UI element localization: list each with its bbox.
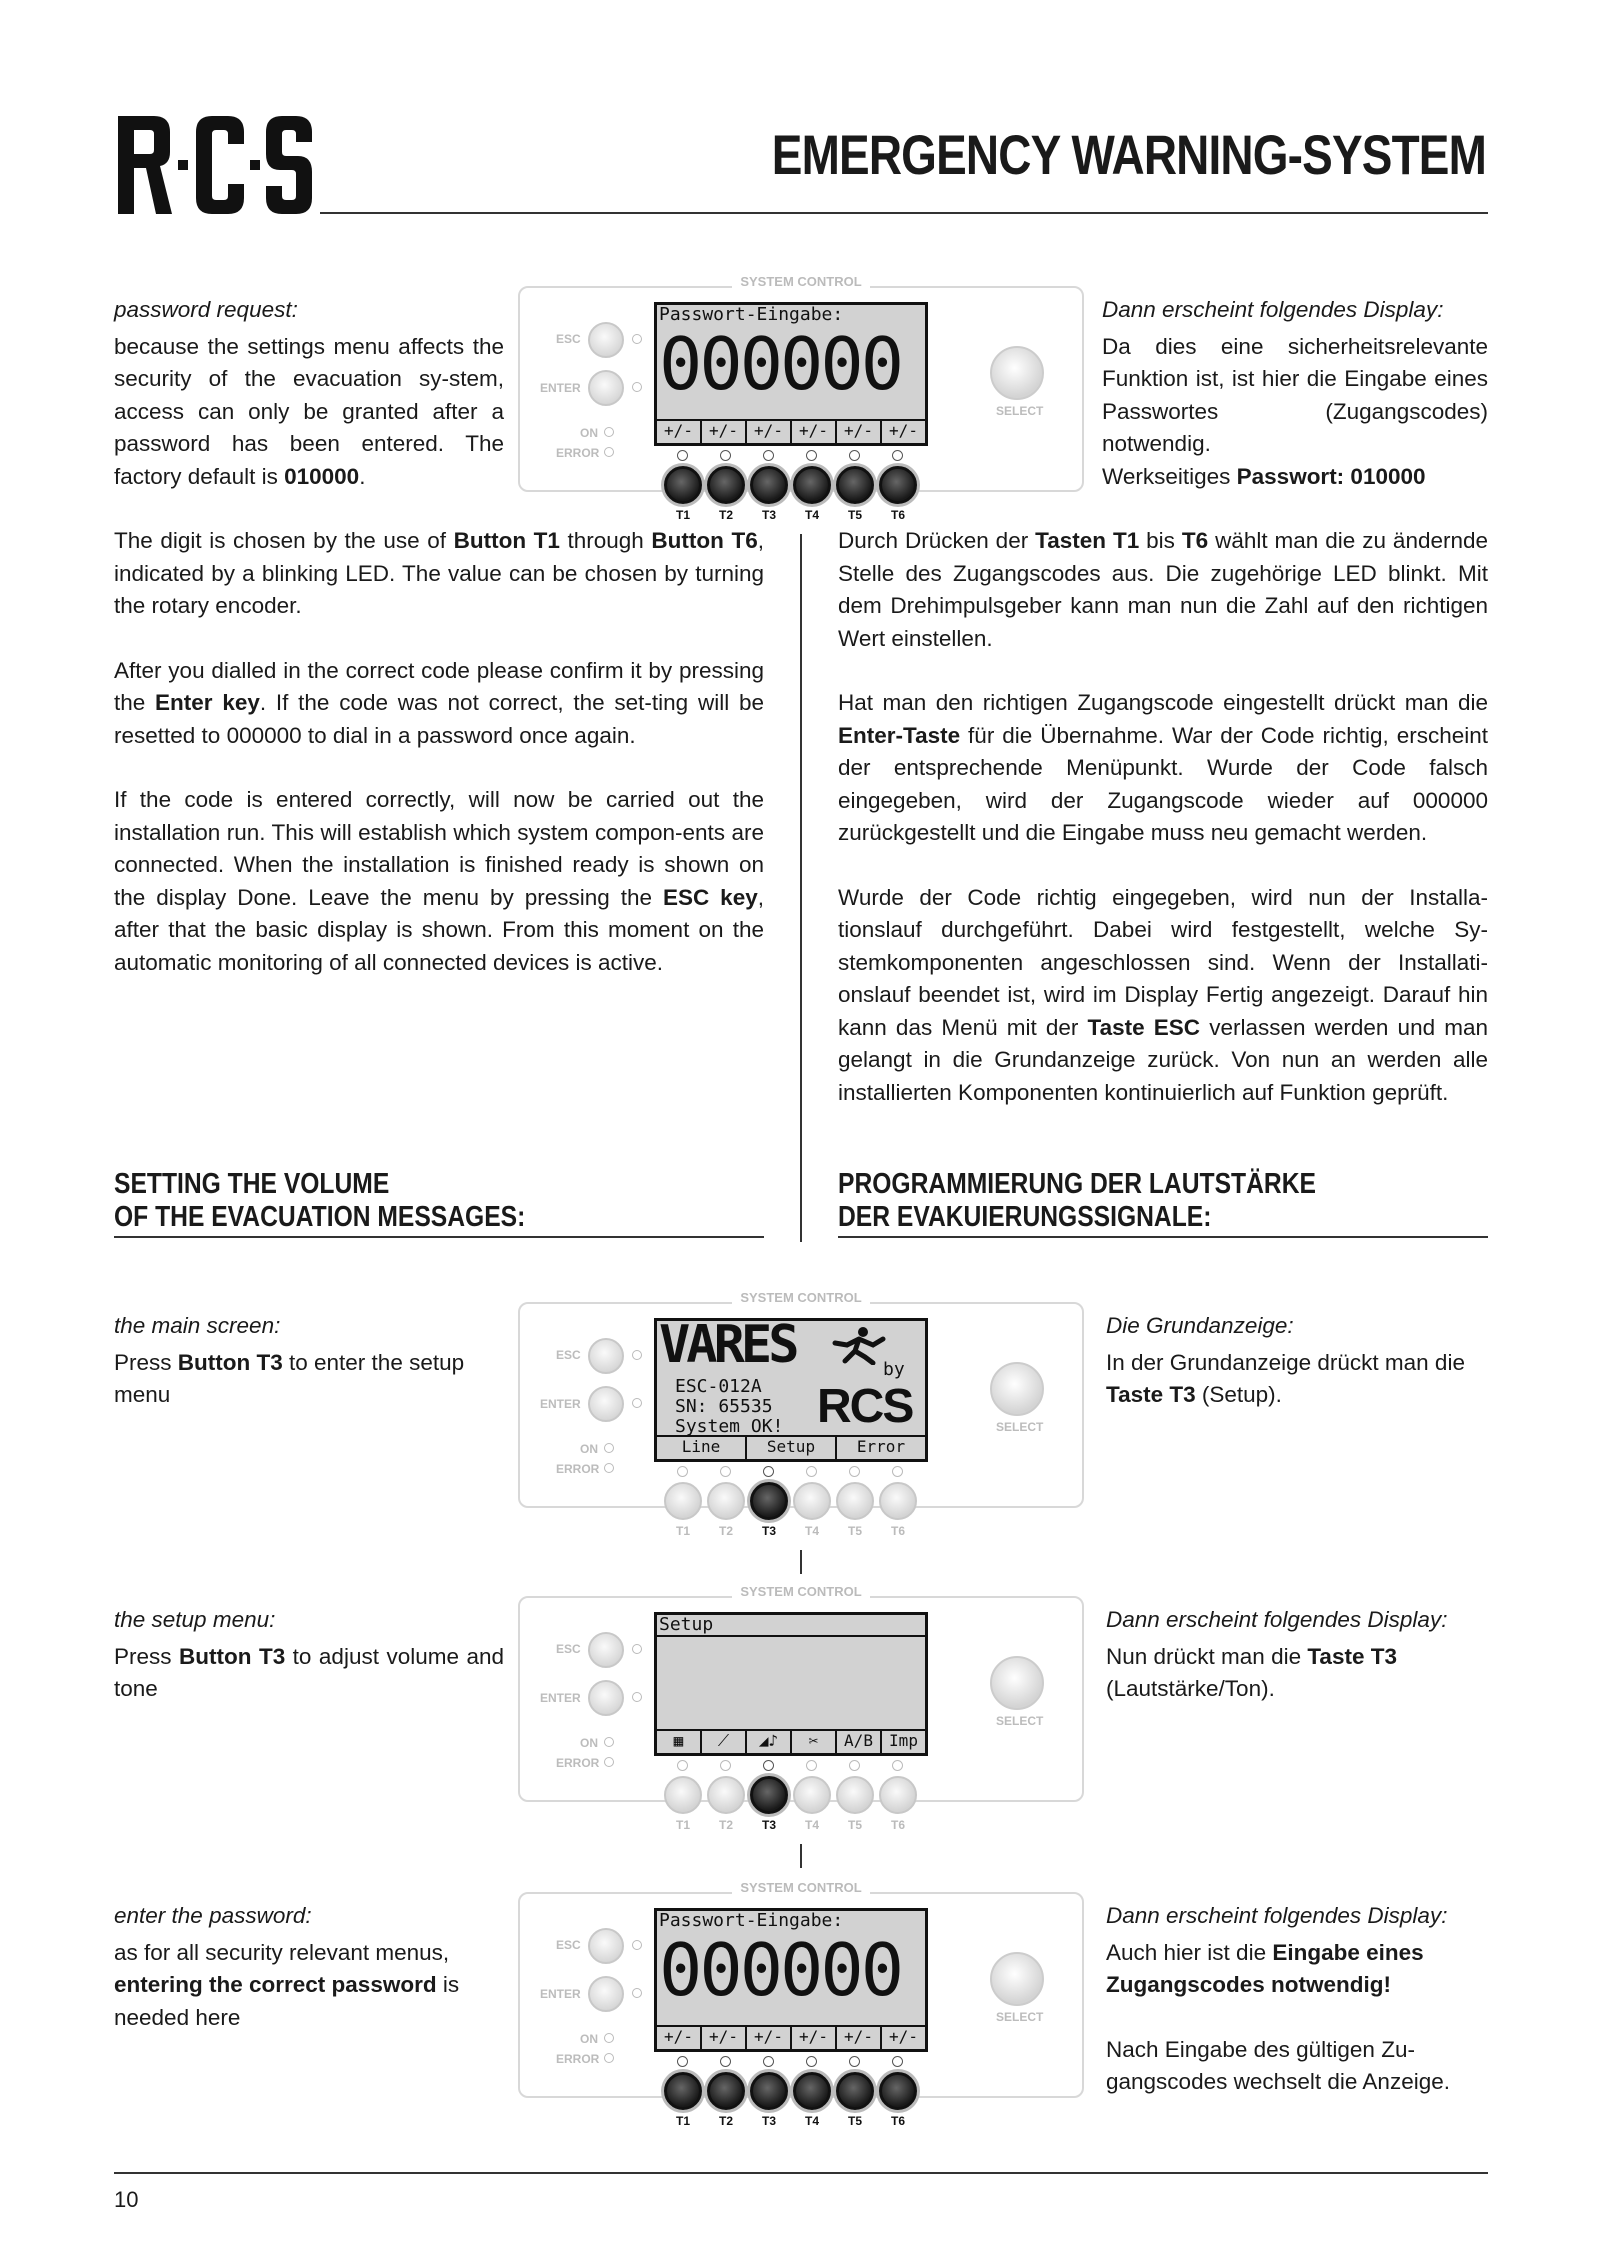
enter-button[interactable] <box>588 1976 624 2012</box>
softkey-volume-icon: ◢♪ <box>747 1731 792 1753</box>
t1-button[interactable] <box>664 1776 702 1814</box>
esc-button[interactable] <box>588 1632 624 1668</box>
section-rule-de <box>838 1236 1488 1238</box>
t5-button[interactable] <box>836 2072 874 2110</box>
lcd-display <box>654 302 928 446</box>
t6-button[interactable] <box>879 466 917 504</box>
caption: the main screen: <box>114 1313 281 1338</box>
lcd-header: Passwort-Eingabe: <box>659 1910 844 1931</box>
t2-label: T2 <box>718 508 733 522</box>
t2-button[interactable] <box>707 1482 745 1520</box>
softkey-imp: Imp <box>889 1731 918 1750</box>
esc-button[interactable] <box>588 322 624 358</box>
caption: Dann erscheint folgendes Display: <box>1102 297 1444 322</box>
left-column-text <box>114 525 764 979</box>
t5-button[interactable] <box>836 466 874 504</box>
softkey-setup: Setup <box>747 1437 837 1459</box>
t1-button[interactable] <box>664 2072 702 2110</box>
caption: Dann erscheint folgendes Display: <box>1106 1903 1448 1928</box>
block1-right <box>1102 294 1488 493</box>
paragraph: Hat man den richtigen Zugangscode eingestellt drückt man die Enter-Taste für die Übernahme. War der Code richtig, erscheint der entsprechende Menüpunkt. Wurde der Code falsch eingegeben, wird der Zugangscode wieder auf 000000 zurückgestellt und die Eingabe muss neu gemacht werden. <box>838 690 1488 845</box>
t6-button[interactable] <box>879 2072 917 2110</box>
section-heading-en: SETTING THE VOLUME OF THE EVACUATION MESSAGES: <box>114 1168 526 1233</box>
block3-left <box>114 1604 504 1706</box>
lcd-softkeys <box>657 419 925 443</box>
softkey-5: +/- <box>837 421 882 443</box>
rcs-logo <box>114 112 314 218</box>
lcd-password-value: 000000 <box>659 322 902 406</box>
flow-connector <box>800 1844 802 1868</box>
paragraph: Nach Eingabe des gültigen Zu-gangscodes wechselt die Anzeige. <box>1106 2036 1450 2094</box>
t4-button[interactable] <box>793 1776 831 1814</box>
block1-left <box>114 294 504 493</box>
enter-button[interactable] <box>588 370 624 406</box>
softkey-1: +/- <box>657 421 702 443</box>
t4-button[interactable] <box>793 2072 831 2110</box>
t3-button[interactable] <box>750 466 788 504</box>
t6-led <box>892 450 903 461</box>
device-panel-1 <box>518 274 1084 522</box>
block2-right <box>1106 1310 1488 1412</box>
lcd-header: Setup <box>659 1614 714 1635</box>
paragraph: Da dies eine sicherheitsrelevante Funktion ist, ist hier die Eingabe eines Passwortes (Zugangscodes) notwendig. <box>1102 333 1488 456</box>
t2-button[interactable] <box>707 2072 745 2110</box>
section-heading-de: PROGRAMMIERUNG DER LAUTSTÄRKE DER EVAKUIERUNGSSIGNALE: <box>838 1168 1316 1233</box>
t4-label: T4 <box>804 508 819 522</box>
t4-button[interactable] <box>793 1482 831 1520</box>
on-label: ON <box>580 426 598 440</box>
t1-button[interactable] <box>664 466 702 504</box>
t2-button[interactable] <box>707 466 745 504</box>
lcd-display <box>654 1908 928 2052</box>
block2-left <box>114 1310 504 1412</box>
document-title: EMERGENCY WARNING-SYSTEM <box>771 123 1486 186</box>
lcd-softkeys <box>657 1435 925 1459</box>
lcd-main-screen: VARES by ESC-012A SN: 65535 System OK! RCS Line Setup Error <box>654 1318 928 1462</box>
t6-label: T6 <box>890 508 905 522</box>
t5-led <box>849 450 860 461</box>
running-man-icon <box>825 1325 889 1365</box>
paragraph: Durch Drücken der Tasten T1 bis T6 wählt man die zu ändernde Stelle des Zugangscodes aus. Die zugehörige LED blinkt. Mit dem Drehimpulsgeber kann man nun die Zahl auf den richtigen Wert einstellen. <box>838 528 1489 651</box>
paragraph: Wurde der Code richtig eingegeben, wird nun der Installa-tionslauf durchgeführt. Dabei wird festgestellt, welche Sy-stemkomponenten angeschlossen sind. Wenn der Installati-onslauf beendet ist, wird im Display Fertig angezeigt. Darauf hin kann das Menü mit der Taste ESC verlassen werden und man gelangt in die Grundanzeige zurück. Von nun an werden alle installierten Komponenten kontinuierlich auf Funktion geprüft. <box>838 884 1489 1105</box>
t5-button[interactable] <box>836 1482 874 1520</box>
t3-button[interactable] <box>750 1776 788 1814</box>
paragraph: After you dialled in the correct code please confirm it by pressing the Enter key. If the code was not correct, the set-ting will be resetted to 000000 to dial in a password once again. <box>114 657 764 748</box>
paragraph: Press Button T3 to enter the setup menu <box>114 1349 465 1407</box>
select-rotary-knob[interactable] <box>990 1952 1044 2006</box>
page-number: 10 <box>114 2187 139 2212</box>
lcd-setup-menu <box>654 1612 928 1756</box>
t3-led <box>763 450 774 461</box>
caption: password request: <box>114 297 298 322</box>
t3-button[interactable] <box>750 2072 788 2110</box>
caption: Dann erscheint folgendes Display: <box>1106 1607 1448 1632</box>
t5-label: T5 <box>847 508 862 522</box>
footer-rule <box>114 2172 1488 2174</box>
paragraph: as for all security relevant menus, entering the correct password is needed here <box>114 1939 460 2030</box>
esc-label: ESC <box>556 332 581 346</box>
on-led <box>604 427 614 437</box>
softkey-error: Error <box>856 1437 906 1456</box>
caption: Die Grundanzeige: <box>1106 1313 1294 1338</box>
error-label: ERROR <box>556 446 600 460</box>
softkey-ab: A/B <box>837 1731 882 1753</box>
paragraph: Nun drückt man die Taste T3 (Lautstärke/Ton). <box>1106 1643 1397 1701</box>
error-led <box>604 447 614 457</box>
device-panel-3: SYSTEM CONTROL ESC ENTER ON ERROR SELECT Setup ▦ ⟋ ◢♪ ✂ A/B Imp T1 T2 T3 T4 T5 T6 <box>518 1596 1084 1802</box>
lcd-header: Passwort-Eingabe: <box>659 304 844 325</box>
softkey-line: Line <box>657 1437 747 1459</box>
t2-button[interactable] <box>707 1776 745 1814</box>
device-panel-4: SYSTEM CONTROL ESC ENTER ON ERROR SELECT Passwort-Eingabe: 000000 +/- +/- +/- +/- +/- +/- T1 T2 T3 T4 T5 T6 <box>518 1892 1084 2098</box>
softkey-6: +/- <box>889 421 918 440</box>
t5-button[interactable] <box>836 1776 874 1814</box>
flow-connector <box>800 1550 802 1574</box>
esc-led <box>632 334 642 344</box>
lcd-softkeys <box>657 1729 925 1753</box>
paragraph: Auch hier ist die Eingabe eines Zugangscodes notwendig! <box>1106 1939 1424 1997</box>
lcd-password-value: 000000 <box>659 1928 902 2012</box>
softkey-4: +/- <box>792 421 837 443</box>
softkey-ramp-icon: ⟋ <box>702 1731 747 1753</box>
lcd-brand: VARES <box>659 1318 796 1375</box>
t1-button[interactable] <box>664 1482 702 1520</box>
lcd-rcs-logo: RCS <box>817 1380 913 1433</box>
block3-right <box>1106 1604 1488 1706</box>
block4-right <box>1106 1900 1488 2099</box>
softkey-tools-icon: ✂ <box>792 1731 837 1753</box>
block4-left <box>114 1900 504 2034</box>
enter-label: ENTER <box>540 381 581 395</box>
paragraph: In der Grundanzeige drückt man die Taste T3 (Setup). <box>1106 1349 1465 1407</box>
esc-button[interactable] <box>588 1928 624 1964</box>
device-panel-2: SYSTEM CONTROL ESC ENTER ON ERROR SELECT VARES by ESC-012A SN: 65535 System OK! RCS Line Setup Error T1 T2 T3 T4 T5 T6 <box>518 1302 1084 1508</box>
right-column-text <box>838 525 1488 1109</box>
softkey-keypad-icon: ▦ <box>657 1731 702 1753</box>
softkey-2: +/- <box>702 421 747 443</box>
paragraph: Press Button T3 to adjust volume and tone <box>114 1643 504 1701</box>
enter-led <box>632 382 642 392</box>
paragraph: because the settings menu affects the security of the evacuation sy-stem, access can only be granted after a password has been entered. The factory default is 010000. <box>114 333 504 489</box>
t4-led <box>806 450 817 461</box>
paragraph: The digit is chosen by the use of Button T1 through Button T6, indicated by a blinking LED. The value can be chosen by turning the rotary encoder. <box>114 528 764 618</box>
select-rotary-knob[interactable] <box>990 1656 1044 1710</box>
select-label: SELECT <box>996 404 1044 418</box>
caption: enter the password: <box>114 1903 312 1928</box>
column-divider <box>800 534 802 1242</box>
t2-led <box>720 450 731 461</box>
header-rule <box>320 212 1488 214</box>
esc-button[interactable] <box>588 1338 624 1374</box>
select-rotary-knob[interactable] <box>990 346 1044 400</box>
enter-button[interactable] <box>588 1386 624 1422</box>
t6-button[interactable] <box>879 1776 917 1814</box>
lcd-status-lines: ESC-012A SN: 65535 System OK! <box>675 1376 784 1437</box>
t4-button[interactable] <box>793 466 831 504</box>
factory-password: Werkseitiges Passwort: 010000 <box>1102 463 1426 489</box>
t6-button[interactable] <box>879 1482 917 1520</box>
t1-label: T1 <box>675 508 690 522</box>
lcd-softkeys: +/- +/- +/- +/- +/- +/- <box>657 2025 925 2049</box>
t1-led <box>677 450 688 461</box>
caption: the setup menu: <box>114 1607 276 1632</box>
enter-button[interactable] <box>588 1680 624 1716</box>
section-rule-en <box>114 1236 764 1238</box>
softkey-3: +/- <box>747 421 792 443</box>
t3-button[interactable] <box>750 1482 788 1520</box>
t3-label: T3 <box>761 508 776 522</box>
select-rotary-knob[interactable] <box>990 1362 1044 1416</box>
paragraph: If the code is entered correctly, will now be carried out the installation run. This will establish which system compon-ents are connected. When the installation is finished ready is shown on the display Done. Leave the menu by pressing the ESC key, after that the basic display is shown. From this moment on the automatic monitoring of all connected devices is active. <box>114 787 764 975</box>
panel-label: SYSTEM CONTROL <box>732 274 869 289</box>
